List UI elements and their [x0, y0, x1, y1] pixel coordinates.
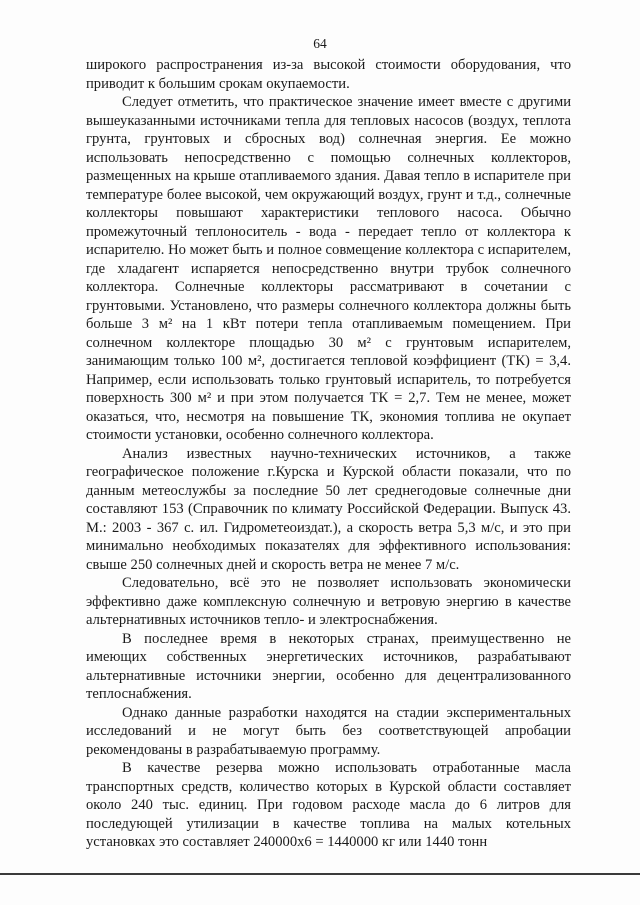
bottom-rule — [0, 873, 640, 875]
paragraph-4: Следовательно, всё это не позволяет использовать экономически эффективно даже комплексную солнечную и ветровую энергию в качестве альтернативных источников тепло- и электроснабжения. — [86, 575, 571, 628]
paragraph-2: Следует отметить, что практическое значение имеет вместе с другими вышеуказанными источниками тепла для тепловых насосов (воздух, теплота грунта, грунтовых и сбросных вод) солнечная энергия. Ее можно использовать непосредственно с помощью солнечных коллекторов, размещенных на крыше отапливаемого здания. Давая тепло в испарителе при температуре более высокой, чем окружающий воздух, грунт и т.д., солнечные коллекторы повышают характеристики теплового насоса. Обычно промежуточный теплоноситель - вода - передает тепло от коллектора к испарителю. Но может быть и полное совмещение коллектора с испарителем, где хладагент испаряется непосредственно внутри трубок солнечного коллектора. Солнечные коллекторы рассматривают в сочетании с грунтовыми. Установлено, что размеры солнечного коллектора должны быть больше 3 м² на 1 кВт потери тепла отапливаемым помещением. При солнечном коллекторе площадью 30 м² с грунтовым испарителем, занимающим только 100 м², достигается тепловой коэффициент (ТК) = 3,4. Например, если использовать только грунтовый испаритель, то потребуется поверхность 300 м² и при этом получается ТК = 2,7. Тем не менее, может оказаться, что, несмотря на повышение ТК, экономия топлива не окупает стоимости установки, особенно солнечного коллектора. — [86, 94, 571, 443]
paragraph-6: Однако данные разработки находятся на стадии экспериментальных исследований и не могут быть без соответствующей апробации рекомендованы в разрабатываемую программу. — [86, 704, 571, 758]
paragraph-5: В последнее время в некоторых странах, преимущественно не имеющих собственных энергетических источников, разрабатывают альтернативные источники энергии, особенно для децентрализованного теплоснабжения. — [86, 630, 571, 702]
paragraph-3: Анализ известных научно-технических источников, а также географическое положение г.Курска и Курской области показали, что по данным метеослужбы за последние 50 лет среднегодовые солнечные дни составляют 153 (Справочник по климату Российской Федерации. Выпуск 43. М.: 2003 - 367 с. ил. Гидрометеоиздат.), а скорость ветра 5,3 м/с, и это при минимально необходимых показателях для эффективного использования: свыше 250 солнечных дней и скорость ветра не менее 7 м/с. — [86, 445, 571, 573]
paragraph-1: широкого распространения из-за высокой стоимости оборудования, что приводит к большим срокам окупаемости. — [86, 57, 571, 92]
page-number: 64 — [313, 36, 327, 51]
body-text — [86, 56, 571, 852]
paragraph-7: В качестве резерва можно использовать отработанные масла транспортных средств, количество которых в Курской области составляет около 240 тыс. единиц. При годовом расходе масла до 6 литров для последующей утилизации в качестве топлива на малых котельных установках это составляет 240000х6 = 1440000 кг или 1440 тонн — [86, 760, 571, 850]
